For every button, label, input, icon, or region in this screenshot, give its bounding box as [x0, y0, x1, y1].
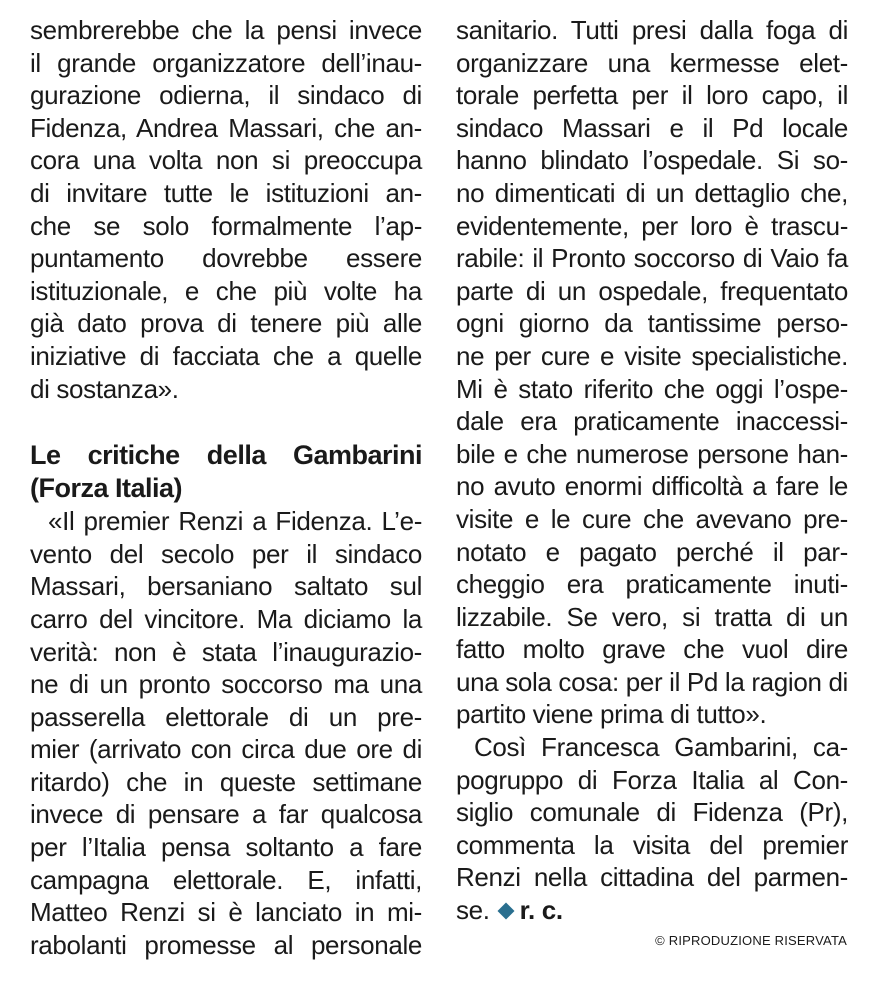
subheading [30, 439, 422, 505]
left-paragraph-1 [30, 14, 422, 405]
text-line: partito viene prima di tutto». [456, 699, 767, 730]
text-line: carro del vincitore. Ma diciamo la [30, 603, 422, 634]
text-line: una sola cosa: per il Pd la ragion di [456, 666, 848, 697]
right-column [456, 14, 848, 927]
text-line: Renzi nella cittadina del parmen- [456, 862, 848, 893]
left-paragraph-2 [30, 505, 422, 961]
text-line: il grande organizzatore dell’inau- [30, 47, 422, 78]
copyright-notice: © RIPRODUZIONE RISERVATA [655, 933, 847, 948]
text-line: «Il premier Renzi a Fidenza. L’e- [48, 506, 422, 537]
section-spacer [30, 405, 422, 439]
text-line: di sostanza». [30, 373, 179, 404]
text-line: vento del secolo per il sindaco [30, 538, 422, 569]
text-line: invece di pensare a far qualcosa [30, 799, 422, 830]
text-line: notato e pagato perché il par- [456, 536, 848, 567]
text-line: sembrerebbe che la pensi invece [30, 15, 422, 45]
text-line: Mi è stato riferito che oggi l’ospe- [456, 373, 848, 404]
text-line: ritardo) che in queste settimane [30, 766, 422, 797]
text-line: pogruppo di Forza Italia al Con- [456, 764, 848, 795]
text-line: siglio comunale di Fidenza (Pr), [456, 797, 848, 828]
text-line: parte di un ospedale, frequentato [456, 275, 848, 306]
text-line: Matteo Renzi si è lanciato in mi- [30, 897, 422, 928]
text-line: rabolanti promesse al personale [30, 929, 422, 960]
text-line: organizzare una kermesse elet- [456, 47, 848, 78]
text-line: evidentemente, per loro è trascu- [456, 210, 848, 241]
text-line: bile e che numerose persone han- [456, 438, 848, 469]
text-line: sanitario. Tutti presi dalla foga di [456, 15, 848, 45]
final-line [456, 894, 848, 927]
text-line: iniziative di facciata che a quelle [30, 340, 422, 371]
text-line: Così Francesca Gambarini, ca- [474, 732, 848, 763]
text-line: Fidenza, Andrea Massari, che an- [30, 112, 422, 143]
text-line: rabile: il Pronto soccorso di Vaio fa [456, 243, 848, 274]
text-line: gurazione odierna, il sindaco di [30, 80, 422, 111]
right-paragraph-1 [456, 14, 848, 731]
text-line: puntamento dovrebbe essere [30, 243, 422, 274]
text-line: di invitare tutte le istituzioni an- [30, 177, 422, 208]
text-line: mier (arrivato con circa due ore di [30, 734, 422, 765]
author-signature: r. c. [519, 895, 563, 926]
subheading-line: Le critiche della Gambarini [30, 440, 422, 471]
text-line: fatto molto grave che vuol dire [456, 634, 848, 665]
text-line: hanno blindato l’ospedale. Si so- [456, 145, 848, 176]
left-column [30, 14, 422, 961]
text-line: cora una volta non si preoccupa [30, 145, 422, 176]
text-line: lizzabile. Se vero, si tratta di un [456, 601, 848, 632]
subheading-line: (Forza Italia) [30, 473, 183, 504]
text-line: commenta la visita del premier [456, 829, 848, 860]
text-line: Massari, bersaniano saltato sul [30, 571, 422, 602]
text-line: istituzionale, e che più volte ha [30, 275, 422, 306]
text-line: ne per cure e visite specialistiche. [456, 340, 848, 371]
text-line: ne di un pronto soccorso ma una [30, 669, 422, 700]
text-line: per l’Italia pensa soltanto a fare [30, 832, 422, 863]
text-line: cheggio era praticamente inuti- [456, 569, 848, 600]
text-line: no avuto enormi difficoltà a fare le [456, 471, 848, 502]
text-line: campagna elettorale. E, infatti, [30, 864, 422, 895]
text-line: no dimenticati di un dettaglio che, [456, 177, 848, 208]
text-line: dale era praticamente inaccessi- [456, 406, 848, 437]
text-line: che se solo formalmente l’ap- [30, 210, 422, 241]
text-line: già dato prova di tenere più alle [30, 308, 422, 339]
text-line: ogni giorno da tantissime perso- [456, 308, 848, 339]
text-line: sindaco Massari e il Pd locale [456, 112, 848, 143]
text-line: torale perfetta per il loro capo, il [456, 80, 848, 111]
right-paragraph-2 [456, 731, 848, 927]
text-line: passerella elettorale di un pre- [30, 701, 422, 732]
final-line-text: se. [456, 895, 490, 926]
text-line: visite e le cure che avevano pre- [456, 503, 848, 534]
diamond-icon [497, 902, 514, 919]
text-line: verità: non è stata l’inaugurazio- [30, 636, 422, 667]
